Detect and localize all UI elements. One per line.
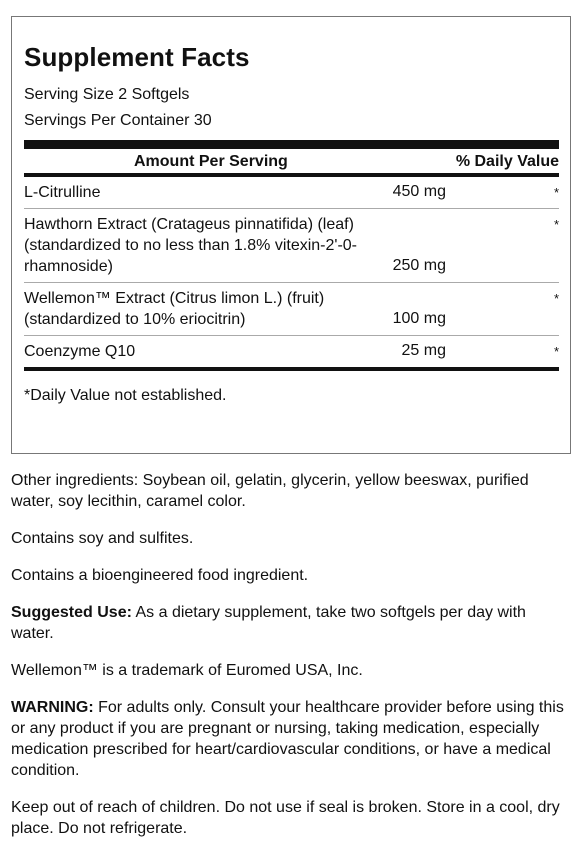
ingredient-daily-value: *: [553, 185, 559, 200]
daily-value-header: % Daily Value: [455, 153, 559, 170]
other-ingredients: Other ingredients: Soybean oil, gelatin, glycerin, yellow beeswax, purified water, soy lecithin, caramel color.: [11, 472, 529, 510]
facts-row: [24, 177, 559, 209]
bioengineered-statement: Contains a bioengineered food ingredient.: [11, 567, 309, 584]
ingredient-name: L-Citrulline: [24, 184, 101, 201]
ingredient-name: Hawthorn Extract (Cratageus pinnatifida) (leaf) (standardized to no less than 1.8% vitexin-2'-0-rhamnoside): [24, 216, 358, 275]
ingredient-name: Wellemon™ Extract (Citrus limon L.) (fruit) (standardized to 10% eriocitrin): [24, 290, 325, 328]
ingredient-name: Coenzyme Q10: [24, 343, 136, 360]
warning-text: For adults only. Consult your healthcare provider before using this or any product if you are pregnant or nursing, taking medication, especially medication prescribed for heart/cardiovascular conditions, or have a medical condition.: [11, 699, 564, 779]
ingredient-daily-value: *: [553, 291, 559, 306]
warning-label: WARNING:: [11, 699, 94, 716]
ingredient-amount: 25 mg: [401, 342, 446, 359]
ingredient-daily-value: *: [553, 217, 559, 232]
allergen-statement: Contains soy and sulfites.: [11, 530, 194, 547]
serving-size: Serving Size 2 Softgels: [24, 86, 190, 103]
facts-row: [24, 283, 559, 336]
supplement-facts-title: Supplement Facts: [24, 42, 250, 72]
ingredient-amount: 100 mg: [392, 310, 446, 327]
product-info: [11, 470, 571, 855]
storage-instructions: Keep out of reach of children. Do not use if seal is broken. Store in a cool, dry place. Do not refrigerate.: [11, 799, 560, 837]
suggested-use: [11, 602, 571, 644]
trademark-notice: Wellemon™ is a trademark of Euromed USA, Inc.: [11, 662, 363, 679]
daily-value-footnote: *Daily Value not established.: [24, 387, 227, 404]
amount-per-serving-header: Amount Per Serving: [134, 153, 288, 170]
suggested-use-text: As a dietary supplement, take two softgels per day with water.: [11, 604, 526, 642]
ingredient-amount: 450 mg: [392, 183, 446, 200]
warning: [11, 697, 571, 781]
ingredient-amount: 250 mg: [392, 257, 446, 274]
thick-divider: [24, 140, 559, 149]
ingredient-daily-value: *: [553, 344, 559, 359]
facts-row: [24, 336, 559, 371]
facts-row: [24, 209, 559, 283]
supplement-facts-panel: [11, 16, 571, 454]
facts-header-row: [24, 149, 559, 177]
suggested-use-label: Suggested Use:: [11, 604, 132, 621]
servings-per-container: Servings Per Container 30: [24, 112, 212, 129]
